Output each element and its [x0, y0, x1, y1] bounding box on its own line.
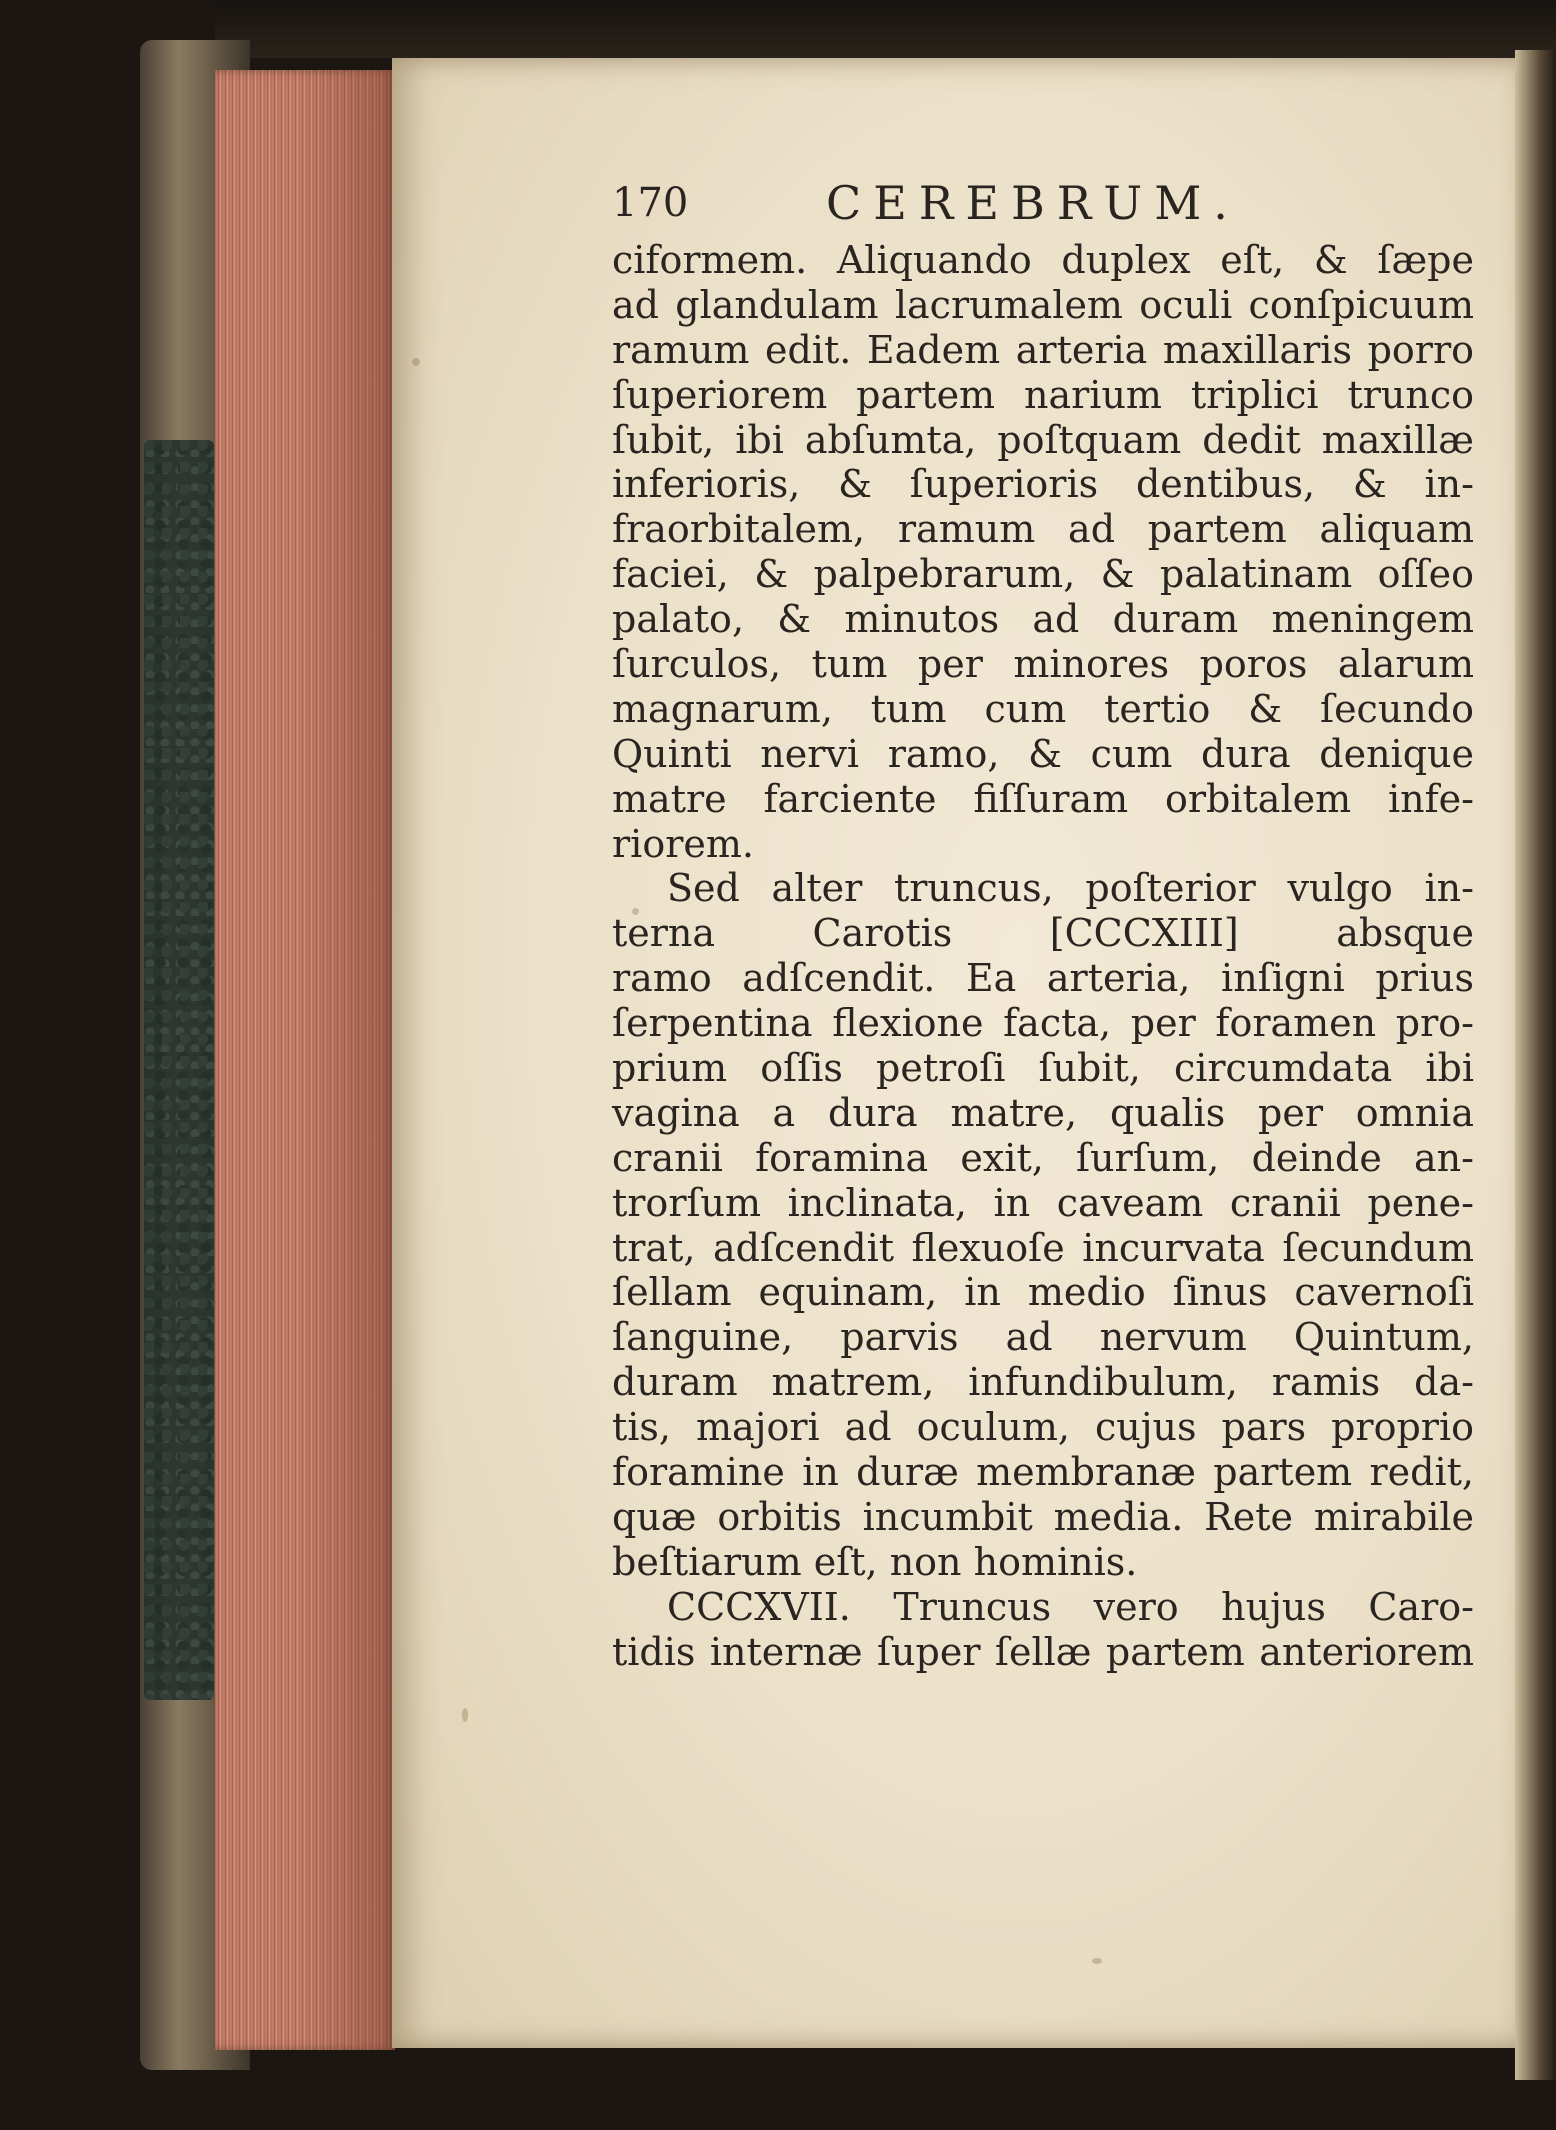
- paper-spot: [412, 358, 420, 366]
- text-line: ramo adſcendit. Ea arteria, inſigni prius: [612, 956, 1474, 1001]
- text-line: prium oſſis petroſi ſubit, circumdata ibi: [612, 1046, 1474, 1091]
- running-title: CEREBRUM.: [826, 176, 1240, 230]
- text-line: trorſum inclinata, in caveam cranii pene-: [612, 1180, 1474, 1225]
- text-line: magnarum, tum cum tertio & ſecundo: [612, 686, 1474, 731]
- text-line: Quinti nervi ramo, & cum dura denique: [612, 731, 1474, 776]
- text-line: terna Carotis [CCCXIII] absque: [612, 911, 1474, 956]
- text-line: riorem.: [612, 821, 754, 866]
- page-edge-shadow: [300, 70, 395, 2050]
- book-gutter: [1515, 50, 1556, 2080]
- text-line: quæ orbitis incumbit media. Rete mirabile: [612, 1494, 1474, 1539]
- text-line: ciformem. Aliquando duplex eſt, & ſæpe: [612, 238, 1474, 282]
- running-head: [612, 168, 1474, 238]
- paper-spot: [1092, 1958, 1102, 1964]
- text-line: fraorbitalem, ramum ad partem aliquam: [612, 507, 1474, 552]
- page-text: [612, 168, 1474, 1675]
- text-line: palato, & minutos ad duram meningem: [612, 597, 1474, 642]
- text-line: tis, majori ad oculum, cujus pars proprio: [612, 1405, 1474, 1450]
- text-line: inferioris, & ſuperioris dentibus, & in-: [612, 462, 1474, 507]
- text-line: trat, adſcendit flexuoſe incurvata ſecundum: [612, 1225, 1474, 1270]
- text-line: vagina a dura matre, qualis per omnia: [612, 1090, 1474, 1135]
- text-line: ſellam equinam, in medio ſinus cavernoſi: [612, 1270, 1474, 1315]
- text-line: tidis internæ ſuper ſellæ partem anteriorem: [612, 1629, 1474, 1674]
- text-line: duram matrem, infundibulum, ramis da-: [612, 1360, 1474, 1405]
- text-line: CCCXVII. Truncus vero hujus Caro-: [667, 1584, 1474, 1629]
- page-number: 170: [612, 180, 689, 226]
- text-line: cranii foramina exit, ſurſum, deinde an-: [612, 1135, 1474, 1180]
- text-line: faciei, & palpebrarum, & palatinam oſſeo: [612, 552, 1474, 597]
- background-top: [215, 0, 1556, 58]
- text-line: Sed alter truncus, poſterior vulgo in-: [667, 866, 1474, 911]
- marbled-cover-paper: [144, 440, 214, 1700]
- text-line: matre farciente fiſſuram orbitalem infe-: [612, 776, 1474, 821]
- text-line: ſerpentina flexione facta, per foramen pro-: [612, 1001, 1474, 1046]
- text-line: ſubit, ibi abſumta, poſtquam dedit maxillæ: [612, 417, 1474, 462]
- text-line: ſuperiorem partem narium triplici trunco: [612, 372, 1474, 417]
- text-line: ad glandulam lacrumalem oculi conſpicuum: [612, 282, 1474, 327]
- text-line: foramine in duræ membranæ partem redit,: [612, 1450, 1474, 1495]
- paper-spot: [462, 1708, 468, 1722]
- text-line: ramum edit. Eadem arteria maxillaris porro: [612, 327, 1474, 372]
- text-line: ſanguine, parvis ad nervum Quintum,: [612, 1315, 1474, 1360]
- text-line: beſtiarum eſt, non hominis.: [612, 1539, 1138, 1584]
- text-line: ſurculos, tum per minores poros alarum: [612, 642, 1474, 687]
